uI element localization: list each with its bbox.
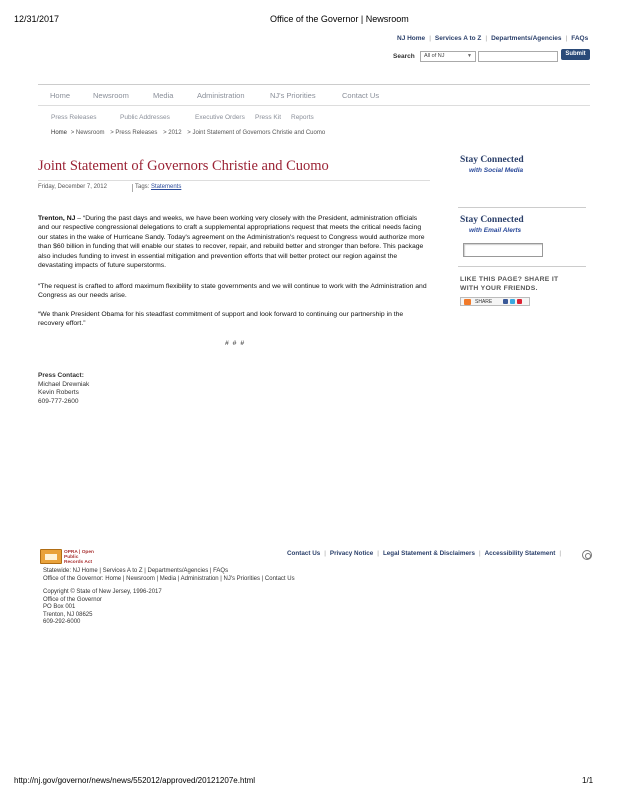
article-paragraph-1 (38, 214, 430, 270)
opra-line-2: Public Records Act (64, 555, 93, 565)
share-button[interactable] (460, 297, 530, 306)
breadcrumb (51, 130, 327, 136)
subnav-press-kit[interactable]: Press Kit (255, 114, 282, 121)
subnav-public-addresses[interactable]: Public Addresses (120, 114, 170, 121)
contact-name-2: Kevin Roberts (38, 389, 79, 397)
chevron-down-icon: ▼ (467, 53, 472, 59)
share-icon (464, 299, 471, 305)
subnav-press-releases[interactable]: Press Releases (51, 114, 97, 121)
subnav-reports[interactable]: Reports (291, 114, 314, 121)
nav-priorities[interactable]: NJ's Priorities (270, 91, 316, 100)
print-title: Office of the Governor | Newsroom (270, 14, 409, 24)
footer-address (43, 589, 162, 627)
footer-address-4: 609-292-6000 (43, 619, 81, 626)
search-scope-value: All of NJ (424, 53, 445, 59)
footer-office[interactable]: Office of the Governor: Home | Newsroom | Media | Administration | NJ's Priorities | Contact Us (43, 575, 295, 582)
social-subtitle[interactable]: with Social Media (469, 167, 524, 174)
opra-line-1: OPRA | Open (64, 550, 94, 555)
search-scope-select[interactable] (420, 51, 476, 62)
print-url: http://nj.gov/governor/news/news/552012/approved/20121207e.html (14, 776, 256, 785)
nav-home[interactable]: Home (50, 91, 71, 100)
breadcrumb-2012[interactable]: > 2012 (163, 130, 182, 136)
nav-contact-us[interactable]: Contact Us (342, 91, 380, 100)
nav-media[interactable]: Media (153, 91, 174, 100)
contact-name-1: Michael Drewniak (38, 380, 90, 388)
sidebar-divider-2 (458, 266, 586, 267)
footer-link-legal[interactable]: Legal Statement & Disclaimers (382, 550, 475, 557)
footer-link-accessibility[interactable]: Accessibility Statement (484, 550, 556, 557)
footer-link-privacy[interactable]: Privacy Notice (329, 550, 374, 557)
tags-label: Tags: (135, 184, 150, 190)
accessibility-icon[interactable] (582, 550, 592, 560)
print-date: 12/31/2017 (14, 14, 60, 24)
search-submit-button[interactable]: Submit (561, 49, 590, 60)
press-contact-label: Press Contact: (38, 372, 84, 379)
breadcrumb-newsroom[interactable]: > Newsroom (70, 130, 105, 136)
share-button-label: SHARE (475, 299, 493, 305)
search-label: Search (393, 53, 415, 60)
share-line-2: WITH YOUR FRIENDS. (460, 285, 538, 292)
email-subtitle: with Email Alerts (469, 227, 522, 234)
end-mark: # # # (225, 340, 246, 347)
press-contact (38, 372, 89, 406)
facebook-icon (503, 299, 508, 304)
breadcrumb-home[interactable]: Home (51, 130, 68, 136)
footer-nav-text (43, 568, 443, 583)
nav-newsroom[interactable]: Newsroom (93, 91, 129, 100)
top-link-nj-home[interactable]: NJ Home (397, 35, 426, 42)
subnav-executive-orders[interactable]: Executive Orders (195, 114, 245, 121)
article-paragraph-3: “We thank President Obama for his steadfast commitment of support and look forward to continuing our partnership in the recovery effort.” (38, 311, 404, 328)
email-title: Stay Connected (460, 215, 524, 225)
footer-address-1: Office of the Governor (43, 596, 102, 603)
sidebar-divider (458, 207, 586, 208)
email-alert-input[interactable] (463, 243, 543, 257)
footer-copyright: Copyright © State of New Jersey, 1996-2017 (43, 589, 162, 595)
footer-statewide[interactable]: Statewide: NJ Home | Services A to Z | Departments/Agencies | FAQs (43, 568, 229, 574)
top-links: NJ Home | Services A to Z | Departments/Agencies | FAQs (397, 35, 589, 42)
nav-administration[interactable]: Administration (197, 91, 245, 100)
email-icon (517, 299, 522, 304)
article-meta (38, 184, 238, 190)
dateline: Trenton, NJ (38, 215, 76, 222)
footer-address-2: PO Box 001 (43, 604, 76, 611)
top-link-services[interactable]: Services A to Z (434, 35, 482, 42)
share-prompt (460, 275, 558, 293)
opra-text (64, 550, 94, 565)
article-date: Friday, December 7, 2012 (38, 184, 107, 190)
print-page-number: 1/1 (582, 776, 594, 785)
share-line-1: LIKE THIS PAGE? SHARE IT (460, 276, 559, 283)
top-link-departments[interactable]: Departments/Agencies (491, 35, 562, 42)
paragraph-1-text: – “During the past days and weeks, we have been working very closely with the President, administration officials and our respective congressional delegations to craft a supplemental appropriations request that meets the critical needs facing our states in the wake of Hurricane Sandy. Today's agreement on the Administration's request to Congress would authorize more than $60 billion in funding that will enable our states to recover, repair, and rebuild better and stronger than before. This package also includes funding to invest in essential mitigation and prevention efforts that will better protect our region against the devastating impacts of future superstorms. (38, 215, 425, 270)
tag-link-statements[interactable]: Statements (151, 184, 182, 190)
main-nav (38, 84, 590, 106)
meta-divider (132, 184, 133, 192)
breadcrumb-current: > Joint Statement of Governors Christie and Cuomo (187, 130, 326, 136)
social-title[interactable]: Stay Connected (460, 155, 524, 165)
twitter-icon (510, 299, 515, 304)
opra-badge-icon (40, 549, 62, 564)
footer-link-contact[interactable]: Contact Us (287, 550, 321, 557)
page-title: Joint Statement of Governors Christie and Cuomo (38, 158, 329, 174)
article-paragraph-2: “The request is crafted to afford maximum flexibility to state governments and we will continue to work with the Administration and Congress as our needs arise. (38, 283, 427, 300)
opra-logo[interactable] (40, 549, 94, 565)
footer-address-3: Trenton, NJ 08625 (43, 611, 93, 618)
contact-phone: 609-777-2600 (38, 397, 79, 405)
breadcrumb-press-releases[interactable]: > Press Releases (110, 130, 158, 136)
title-divider (38, 180, 430, 181)
footer-links: Contact Us | Privacy Notice | Legal Statement & Disclaimers | Accessibility Statement | (287, 550, 561, 557)
top-link-faqs[interactable]: FAQs (571, 35, 589, 42)
search-input[interactable] (478, 51, 558, 62)
